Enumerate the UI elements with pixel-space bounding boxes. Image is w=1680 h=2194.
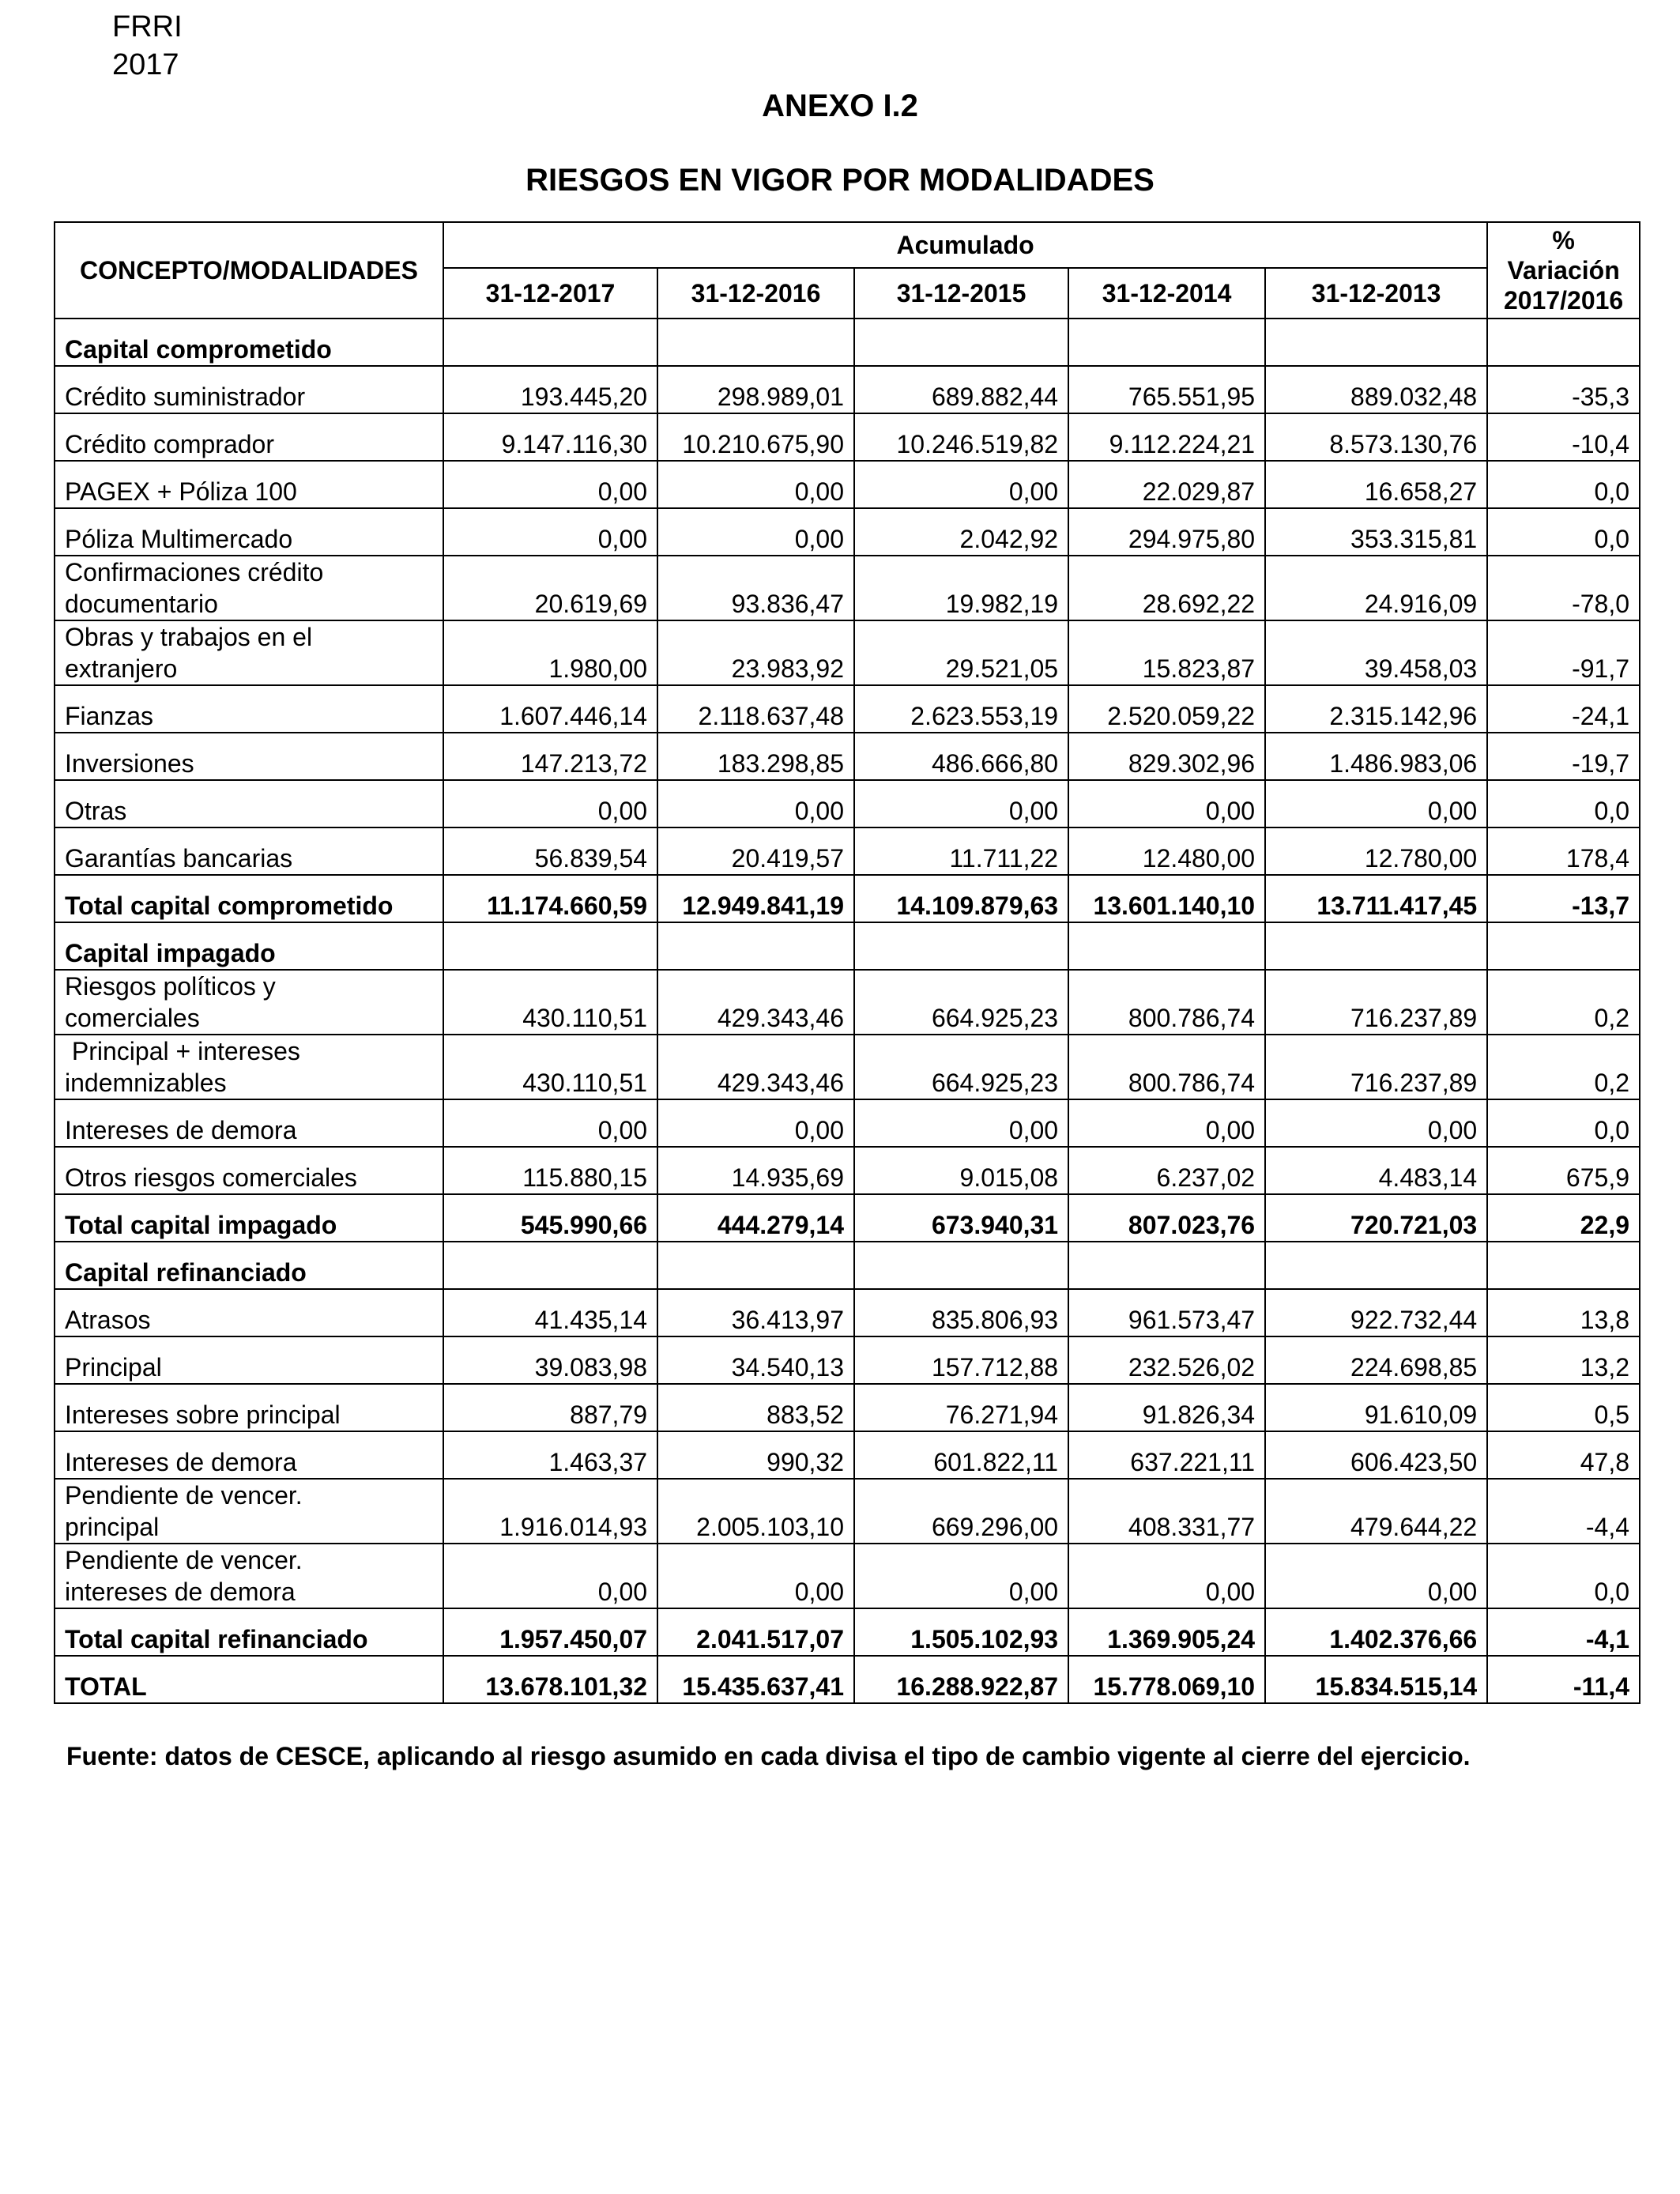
value-cell: 835.806,93 [854,1289,1068,1336]
table-row [55,461,1640,508]
value-cell: 990,32 [657,1431,854,1479]
empty-cell [657,319,854,366]
empty-cell [854,319,1068,366]
variation-cell: 0,2 [1487,1035,1640,1099]
value-cell: 0,00 [657,508,854,556]
table-row [55,1544,1640,1608]
value-cell: 183.298,85 [657,733,854,780]
value-cell: 29.521,05 [854,620,1068,685]
row-label-line1: Riesgos políticos y [65,972,276,1001]
table-row [55,1384,1640,1431]
table-row [55,733,1640,780]
value-cell: 14.109.879,63 [854,875,1068,922]
value-cell: 829.302,96 [1068,733,1265,780]
table-row [55,1431,1640,1479]
value-cell: 430.110,51 [443,970,657,1035]
empty-cell [1487,319,1640,366]
variation-cell: -24,1 [1487,685,1640,733]
value-cell: 716.237,89 [1265,1035,1487,1099]
value-cell: 0,00 [657,1544,854,1608]
variation-cell: -10,4 [1487,413,1640,461]
row-label: Póliza Multimercado [55,508,443,556]
empty-cell [657,922,854,970]
variation-cell: -19,7 [1487,733,1640,780]
variation-cell: 13,8 [1487,1289,1640,1336]
value-cell: 0,00 [854,1099,1068,1147]
row-label-line2: intereses de demora [65,1578,296,1606]
value-cell: 36.413,97 [657,1289,854,1336]
value-cell: 664.925,23 [854,1035,1068,1099]
value-cell: 298.989,01 [657,366,854,413]
row-label: Intereses de demora [55,1099,443,1147]
value-cell: 0,00 [854,780,1068,827]
row-label [55,970,443,1035]
value-cell: 408.331,77 [1068,1479,1265,1544]
value-cell: 2.118.637,48 [657,685,854,733]
value-cell: 23.983,92 [657,620,854,685]
value-cell: 720.721,03 [1265,1194,1487,1242]
value-cell: 34.540,13 [657,1336,854,1384]
section-row [55,319,1640,366]
table-row [55,685,1640,733]
value-cell: 10.210.675,90 [657,413,854,461]
row-label: Crédito comprador [55,413,443,461]
row-label: Principal [55,1336,443,1384]
empty-cell [443,319,657,366]
value-cell: 0,00 [854,461,1068,508]
value-cell: 0,00 [1068,780,1265,827]
table-row [55,1289,1640,1336]
value-cell: 637.221,11 [1068,1431,1265,1479]
year-header: 31-12-2014 [1068,268,1265,319]
row-label [55,1035,443,1099]
empty-cell [1068,1242,1265,1289]
document-code-line2: 2017 [112,48,179,81]
value-cell: 1.916.014,93 [443,1479,657,1544]
row-label [55,556,443,620]
value-cell: 39.083,98 [443,1336,657,1384]
value-cell: 20.419,57 [657,827,854,875]
value-cell: 8.573.130,76 [1265,413,1487,461]
value-cell: 0,00 [1265,780,1487,827]
variation-cell: -91,7 [1487,620,1640,685]
table-row [55,620,1640,685]
value-cell: 716.237,89 [1265,970,1487,1035]
value-cell: 0,00 [1068,1099,1265,1147]
variation-cell: -4,1 [1487,1608,1640,1656]
value-cell: 13.678.101,32 [443,1656,657,1703]
value-cell: 1.369.905,24 [1068,1608,1265,1656]
table-title: RIESGOS EN VIGOR POR MODALIDADES [525,163,1155,198]
value-cell: 1.980,00 [443,620,657,685]
value-cell: 486.666,80 [854,733,1068,780]
value-cell: 11.711,22 [854,827,1068,875]
value-cell: 56.839,54 [443,827,657,875]
value-cell: 479.644,22 [1265,1479,1487,1544]
row-label: Crédito suministrador [55,366,443,413]
table-row [55,1479,1640,1544]
table-row [55,508,1640,556]
value-cell: 429.343,46 [657,1035,854,1099]
value-cell: 922.732,44 [1265,1289,1487,1336]
value-cell: 961.573,47 [1068,1289,1265,1336]
annex-title: ANEXO I.2 [762,89,918,123]
empty-cell [443,1242,657,1289]
value-cell: 15.778.069,10 [1068,1656,1265,1703]
value-cell: 0,00 [443,1099,657,1147]
value-cell: 15.435.637,41 [657,1656,854,1703]
table-row [55,780,1640,827]
value-cell: 13.601.140,10 [1068,875,1265,922]
row-label: PAGEX + Póliza 100 [55,461,443,508]
row-label-line2: principal [65,1513,160,1541]
total-row [55,1608,1640,1656]
row-label-line2: documentario [65,590,218,618]
total-row [55,1656,1640,1703]
empty-cell [854,1242,1068,1289]
value-cell: 1.486.983,06 [1265,733,1487,780]
row-label: Total capital refinanciado [55,1608,443,1656]
value-cell: 41.435,14 [443,1289,657,1336]
row-label: Intereses sobre principal [55,1384,443,1431]
value-cell: 12.780,00 [1265,827,1487,875]
value-cell: 14.935,69 [657,1147,854,1194]
value-cell: 1.607.446,14 [443,685,657,733]
row-label: Otros riesgos comerciales [55,1147,443,1194]
value-cell: 193.445,20 [443,366,657,413]
value-cell: 2.623.553,19 [854,685,1068,733]
row-label: Capital impagado [55,922,443,970]
table-row [55,556,1640,620]
variation-cell: 0,0 [1487,780,1640,827]
value-cell: 444.279,14 [657,1194,854,1242]
variation-cell: 0,0 [1487,1544,1640,1608]
value-cell: 39.458,03 [1265,620,1487,685]
value-cell: 800.786,74 [1068,970,1265,1035]
value-cell: 11.174.660,59 [443,875,657,922]
value-cell: 76.271,94 [854,1384,1068,1431]
source-note: Fuente: datos de CESCE, aplicando al riesgo asumido en cada divisa el tipo de cambio vigente al cierre del ejercicio. [66,1742,1471,1770]
total-row [55,1194,1640,1242]
variation-cell: 0,0 [1487,1099,1640,1147]
value-cell: 0,00 [443,780,657,827]
empty-cell [1265,319,1487,366]
row-label: Capital comprometido [55,319,443,366]
variation-cell: 13,2 [1487,1336,1640,1384]
value-cell: 9.112.224,21 [1068,413,1265,461]
value-cell: 2.042,92 [854,508,1068,556]
table-row [55,1035,1640,1099]
value-cell: 19.982,19 [854,556,1068,620]
value-cell: 429.343,46 [657,970,854,1035]
value-cell: 1.402.376,66 [1265,1608,1487,1656]
risks-table [54,221,1640,1704]
empty-cell [1068,319,1265,366]
variation-cell: -35,3 [1487,366,1640,413]
value-cell: 664.925,23 [854,970,1068,1035]
section-row [55,922,1640,970]
value-cell: 0,00 [443,508,657,556]
value-cell: 0,00 [1265,1099,1487,1147]
value-cell: 0,00 [443,1544,657,1608]
empty-cell [1487,922,1640,970]
row-label: Total capital impagado [55,1194,443,1242]
value-cell: 6.237,02 [1068,1147,1265,1194]
value-cell: 669.296,00 [854,1479,1068,1544]
row-label: Intereses de demora [55,1431,443,1479]
value-cell: 2.520.059,22 [1068,685,1265,733]
table-row [55,827,1640,875]
value-cell: 889.032,48 [1265,366,1487,413]
row-label: Inversiones [55,733,443,780]
row-label: Capital refinanciado [55,1242,443,1289]
value-cell: 9.147.116,30 [443,413,657,461]
table-row [55,413,1640,461]
row-label: Garantías bancarias [55,827,443,875]
row-label [55,620,443,685]
row-label-line1: Obras y trabajos en el [65,623,313,651]
value-cell: 22.029,87 [1068,461,1265,508]
variation-header-line2: Variación [1507,256,1620,285]
value-cell: 606.423,50 [1265,1431,1487,1479]
row-label: TOTAL [55,1656,443,1703]
value-cell: 2.041.517,07 [657,1608,854,1656]
table-row [55,970,1640,1035]
value-cell: 16.658,27 [1265,461,1487,508]
row-label-line2: comerciales [65,1004,200,1032]
variation-header-line1: % [1552,226,1575,254]
row-label-line1: Pendiente de vencer. [65,1481,303,1510]
year-header: 31-12-2015 [854,268,1068,319]
value-cell: 430.110,51 [443,1035,657,1099]
table-row [55,1147,1640,1194]
value-cell: 15.834.515,14 [1265,1656,1487,1703]
empty-cell [854,922,1068,970]
value-cell: 10.246.519,82 [854,413,1068,461]
year-header: 31-12-2013 [1265,268,1487,319]
value-cell: 1.505.102,93 [854,1608,1068,1656]
row-label-line1: Pendiente de vencer. [65,1546,303,1574]
value-cell: 1.957.450,07 [443,1608,657,1656]
value-cell: 800.786,74 [1068,1035,1265,1099]
year-header: 31-12-2016 [657,268,854,319]
table-row [55,366,1640,413]
empty-cell [1487,1242,1640,1289]
value-cell: 294.975,80 [1068,508,1265,556]
row-label [55,1479,443,1544]
value-cell: 115.880,15 [443,1147,657,1194]
variation-cell: -11,4 [1487,1656,1640,1703]
value-cell: 16.288.922,87 [854,1656,1068,1703]
document-code-line1: FRRI [112,10,183,43]
row-label-line2: indemnizables [65,1069,227,1097]
value-cell: 147.213,72 [443,733,657,780]
table-row [55,1099,1640,1147]
total-row [55,875,1640,922]
value-cell: 15.823,87 [1068,620,1265,685]
table-header [55,222,1640,319]
value-cell: 91.826,34 [1068,1384,1265,1431]
value-cell: 545.990,66 [443,1194,657,1242]
variation-cell: 0,0 [1487,461,1640,508]
value-cell: 883,52 [657,1384,854,1431]
value-cell: 12.480,00 [1068,827,1265,875]
value-cell: 1.463,37 [443,1431,657,1479]
variation-cell: -78,0 [1487,556,1640,620]
row-label: Total capital comprometido [55,875,443,922]
variation-cell: 0,0 [1487,508,1640,556]
value-cell: 2.005.103,10 [657,1479,854,1544]
table-body [55,319,1640,1703]
value-cell: 0,00 [657,461,854,508]
variation-cell: 675,9 [1487,1147,1640,1194]
empty-cell [1265,922,1487,970]
value-cell: 807.023,76 [1068,1194,1265,1242]
value-cell: 24.916,09 [1265,556,1487,620]
value-cell: 157.712,88 [854,1336,1068,1384]
value-cell: 12.949.841,19 [657,875,854,922]
value-cell: 28.692,22 [1068,556,1265,620]
value-cell: 13.711.417,45 [1265,875,1487,922]
value-cell: 689.882,44 [854,366,1068,413]
variation-cell: -13,7 [1487,875,1640,922]
empty-cell [1068,922,1265,970]
variation-cell: 178,4 [1487,827,1640,875]
value-cell: 0,00 [854,1544,1068,1608]
variation-cell: 22,9 [1487,1194,1640,1242]
value-cell: 0,00 [1265,1544,1487,1608]
row-label-line1: Confirmaciones crédito [65,558,324,586]
variation-cell: 47,8 [1487,1431,1640,1479]
accumulated-header: Acumulado [443,222,1487,268]
value-cell: 0,00 [1068,1544,1265,1608]
value-cell: 601.822,11 [854,1431,1068,1479]
row-label [55,1544,443,1608]
value-cell: 93.836,47 [657,556,854,620]
row-label: Atrasos [55,1289,443,1336]
value-cell: 2.315.142,96 [1265,685,1487,733]
table-row [55,1336,1640,1384]
value-cell: 9.015,08 [854,1147,1068,1194]
value-cell: 4.483,14 [1265,1147,1487,1194]
value-cell: 0,00 [657,780,854,827]
value-cell: 91.610,09 [1265,1384,1487,1431]
row-label-line2: extranjero [65,654,178,683]
variation-header [1487,222,1640,319]
variation-header-line3: 2017/2016 [1503,286,1624,315]
row-label-line1: Principal + intereses [65,1037,300,1065]
value-cell: 0,00 [657,1099,854,1147]
empty-cell [443,922,657,970]
variation-cell: -4,4 [1487,1479,1640,1544]
value-cell: 232.526,02 [1068,1336,1265,1384]
value-cell: 887,79 [443,1384,657,1431]
value-cell: 0,00 [443,461,657,508]
row-label: Otras [55,780,443,827]
document-code [112,8,183,84]
variation-cell: 0,2 [1487,970,1640,1035]
value-cell: 224.698,85 [1265,1336,1487,1384]
value-cell: 765.551,95 [1068,366,1265,413]
empty-cell [657,1242,854,1289]
value-cell: 353.315,81 [1265,508,1487,556]
variation-cell: 0,5 [1487,1384,1640,1431]
section-row [55,1242,1640,1289]
empty-cell [1265,1242,1487,1289]
value-cell: 673.940,31 [854,1194,1068,1242]
row-label: Fianzas [55,685,443,733]
year-header: 31-12-2017 [443,268,657,319]
value-cell: 20.619,69 [443,556,657,620]
concept-header: CONCEPTO/MODALIDADES [55,222,443,319]
